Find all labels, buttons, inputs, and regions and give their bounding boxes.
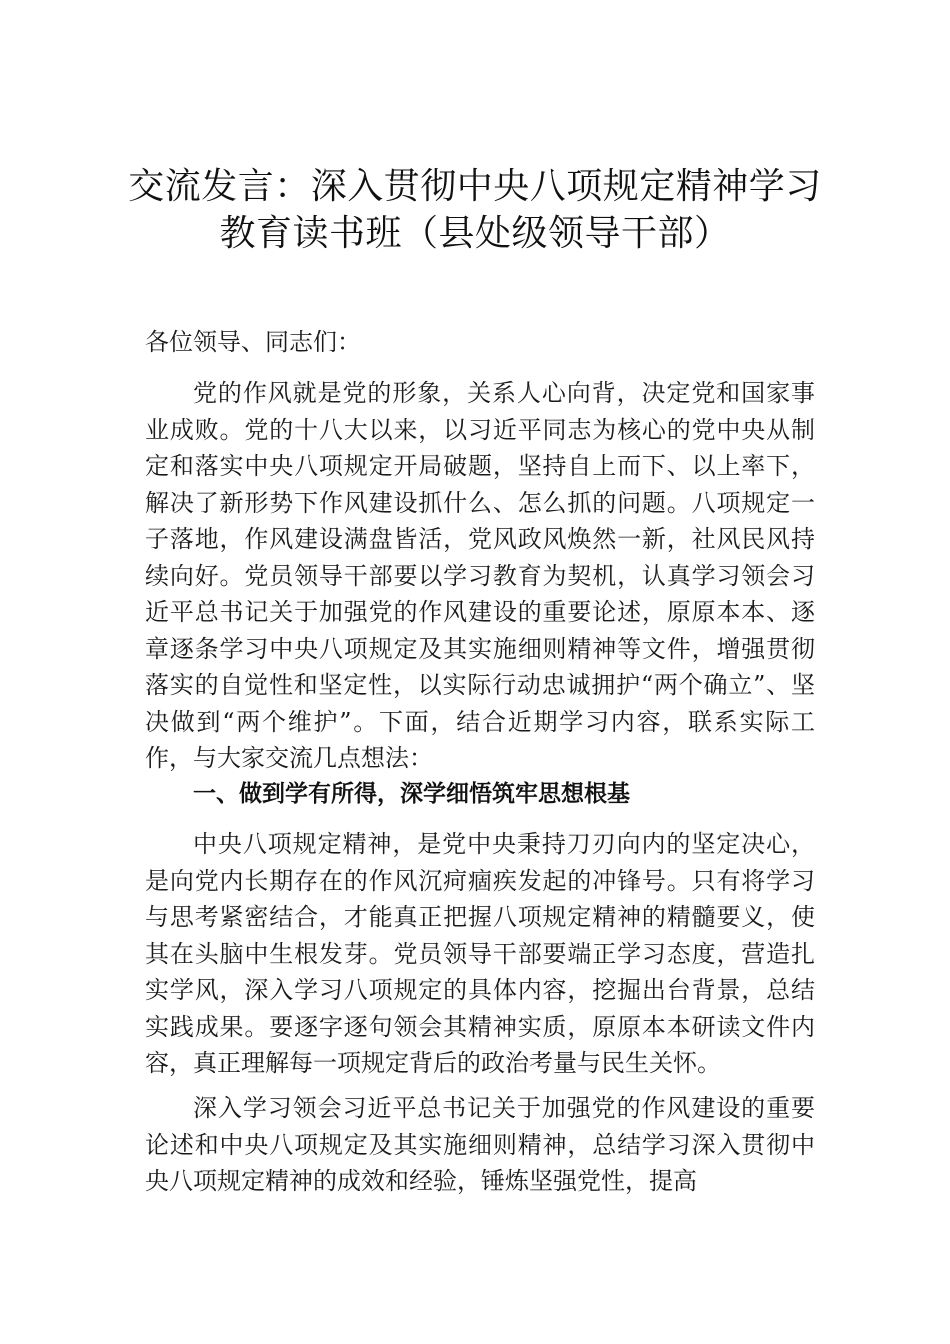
paragraph-1: 党的作风就是党的形象，关系人心向背，决定党和国家事业成败。党的十八大以来，以习近平同志为核心的党中央从制定和落实中央八项规定开局破题，坚持自上而下、以上率下，解决了新形势下作风建设抓什么、怎么抓的问题。八项规定一子落地，作风建设满盘皆活，党风政风焕然一新，社风民风持续向好。党员领导干部要以学习教育为契机，认真学习领会习近平总书记关于加强党的作风建设的重要论述，原原本本、逐章逐条学习中央八项规定及其实施细则精神等文件，增强贯彻落实的自觉性和坚定性，以实际行动忠诚拥护“两个确立”、坚决做到“两个维护”。下面，结合近期学习内容，联系实际工作，与大家交流几点想法： — [145, 379, 815, 772]
document-title-line-1: 交流发言：深入贯彻中央八项规定精神学习 — [128, 166, 822, 207]
document-title-line-2: 教育读书班（县处级领导干部） — [219, 213, 731, 254]
paragraph-3: 深入学习领会习近平总书记关于加强党的作风建设的重要论述和中央八项规定及其实施细则精神，总结学习深入贯彻中央八项规定精神的成效和经验，锤炼坚强党性，提高 — [145, 1094, 815, 1195]
paragraph-2: 中央八项规定精神，是党中央秉持刀刃向内的坚定决心，是向党内长期存在的作风沉疴痼疾发起的冲锋号。只有将学习与思考紧密结合，才能真正把握八项规定精神的精髓要义，使其在头脑中生根发芽。党员领导干部要端正学习态度，营造扎实学风，深入学习八项规定的具体内容，挖掘出台背景，总结实践成果。要逐字逐句领会其精神实质，原原本本研读文件内容，真正理解每一项规定背后的政治考量与民生关怀。 — [145, 830, 815, 1077]
section-heading-1: 一、做到学有所得，深学细悟筑牢思想根基 — [193, 781, 630, 807]
greeting: 各位领导、同志们： — [145, 328, 361, 356]
